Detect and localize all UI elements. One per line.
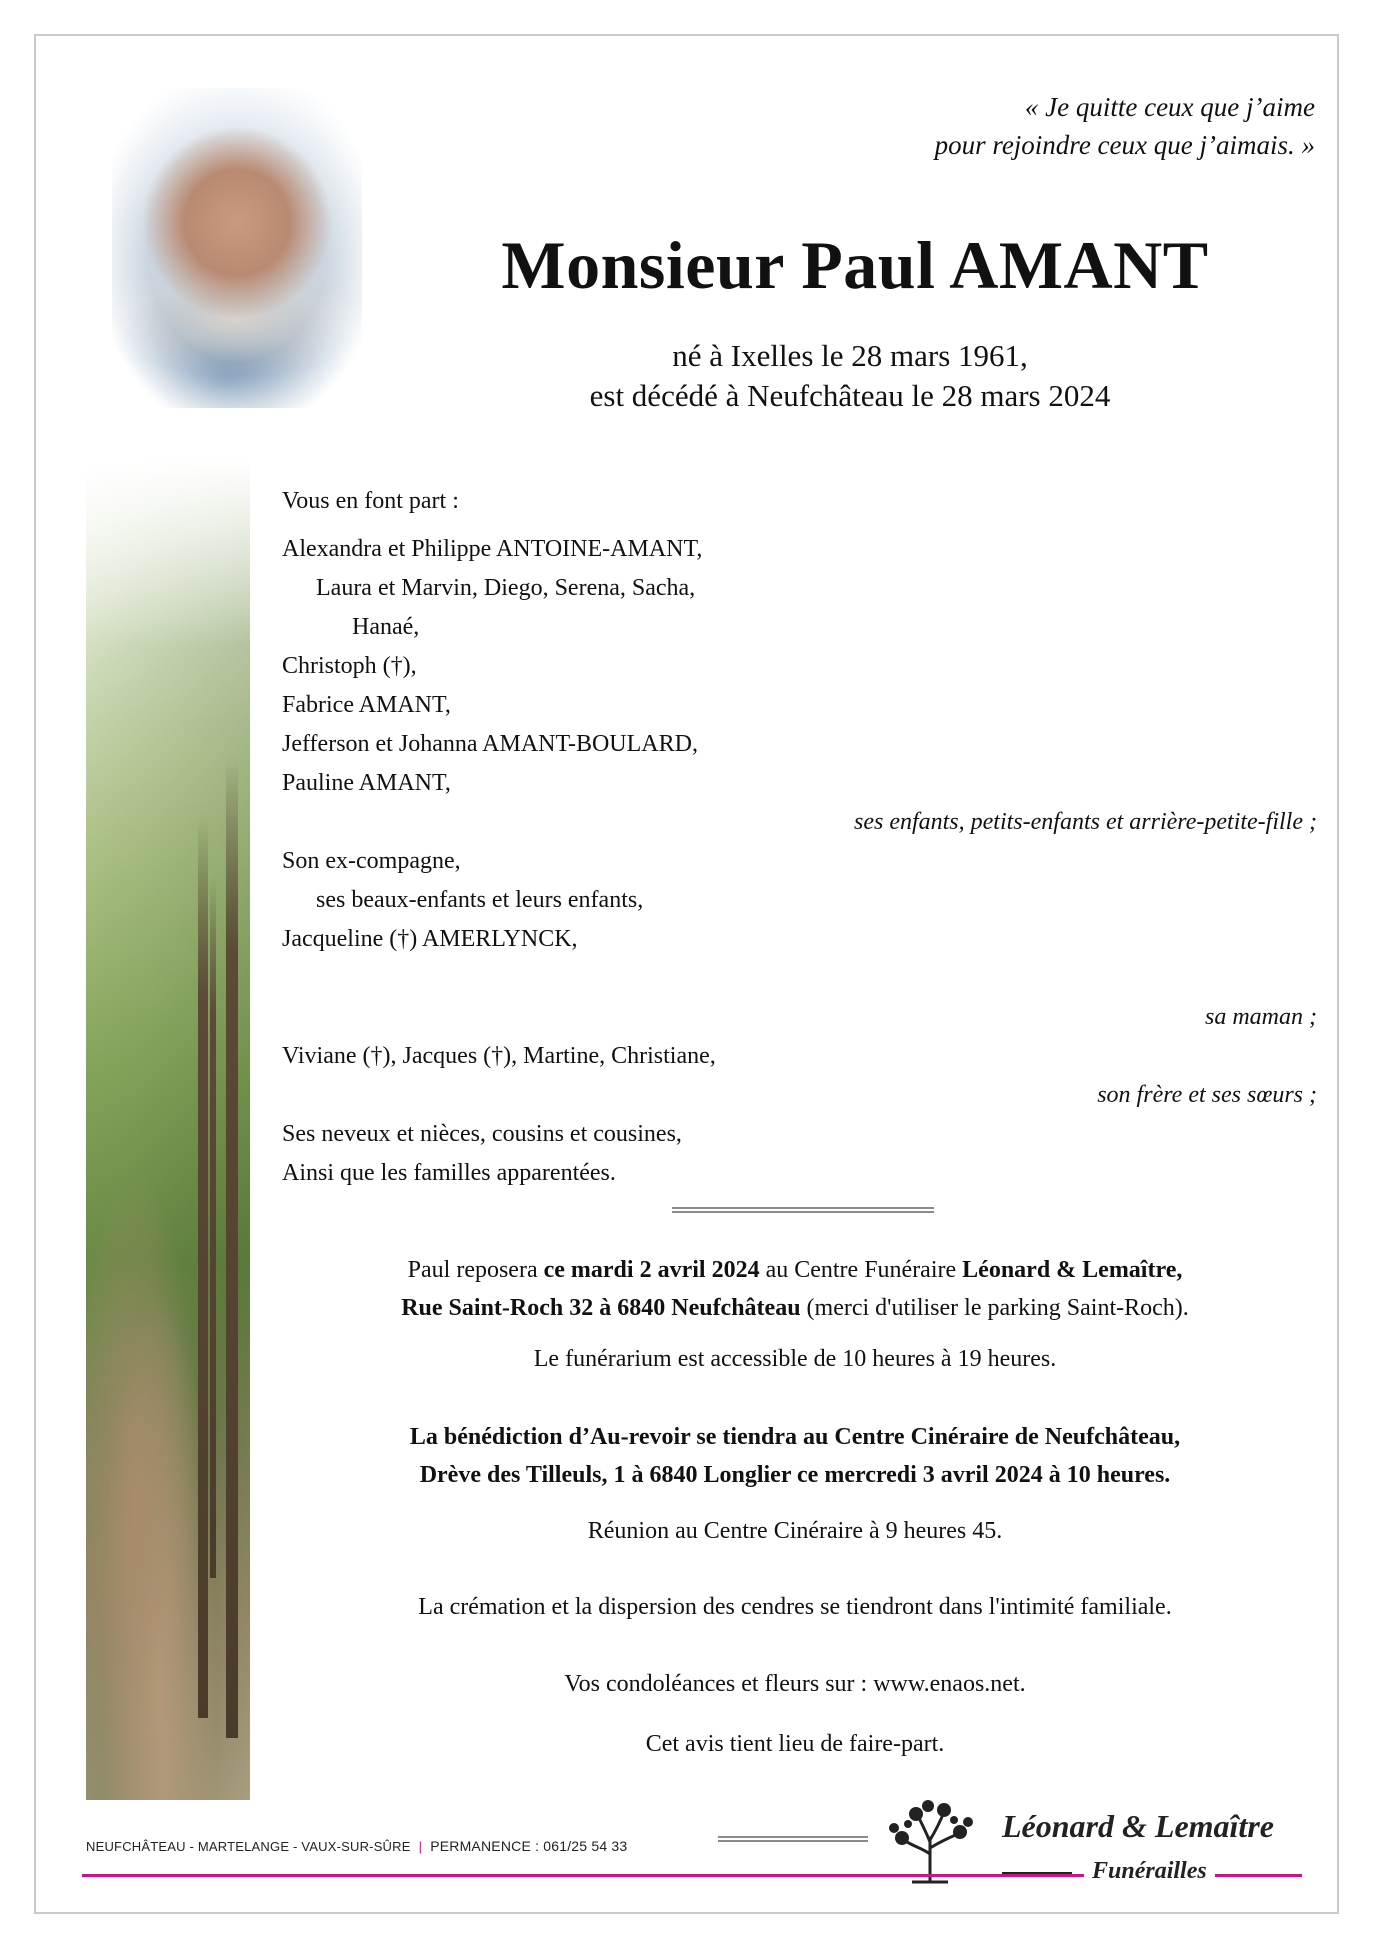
meeting-info: [250, 1512, 1340, 1550]
rest-date: ce mardi 2 avril 2024: [543, 1257, 760, 1283]
family-line: ses beaux-enfants et leurs enfants,: [316, 887, 644, 913]
condolences-line: Vos condoléances et fleurs sur : www.enaos.net.: [564, 1671, 1026, 1697]
family-line: Fabrice AMANT,: [282, 692, 451, 718]
condolences-info: [250, 1665, 1340, 1703]
tree-trunk-shape: [226, 758, 238, 1738]
family-line: Christoph (†),: [282, 653, 417, 679]
rest-line: [250, 1251, 1340, 1289]
logo-underline: [1002, 1872, 1072, 1874]
family-relation: son frère et ses sœurs ;: [1097, 1082, 1317, 1108]
text-segment: au Centre Funéraire: [759, 1257, 963, 1283]
portrait-photo: [112, 88, 362, 408]
footer-double-rule: [718, 1836, 868, 1842]
section-divider: [672, 1207, 934, 1213]
blessing-line: Drève des Tilleuls, 1 à 6840 Longlier ce mercredi 3 avril 2024 à 10 heures.: [419, 1462, 1171, 1488]
notice-info: [250, 1725, 1340, 1763]
family-line: Ses neveux et nièces, cousins et cousines,: [282, 1121, 682, 1147]
footer-locations: NEUFCHÂTEAU - MARTELANGE - VAUX-SUR-SÛRE: [86, 1839, 411, 1854]
family-line: Laura et Marvin, Diego, Serena, Sacha,: [316, 575, 696, 601]
notice-line: Cet avis tient lieu de faire-part.: [645, 1731, 945, 1757]
family-line: Jefferson et Johanna AMANT-BOULARD,: [282, 731, 698, 757]
footer-contact: [86, 1838, 627, 1854]
family-line: Hanaé,: [352, 614, 420, 640]
logo-subtitle: Funérailles: [1084, 1858, 1215, 1885]
meeting-line: Réunion au Centre Cinéraire à 9 heures 45.: [587, 1518, 1003, 1544]
death-line: est décédé à Neufchâteau le 28 mars 2024: [589, 378, 1111, 413]
blessing-line: La bénédiction d’Au-revoir se tiendra au Centre Cinéraire de Neufchâteau,: [409, 1424, 1181, 1450]
tree-trunk-shape: [198, 818, 208, 1718]
rest-info: [250, 1251, 1340, 1327]
text-segment: (merci d'utiliser le parking Saint-Roch).: [800, 1295, 1189, 1321]
text-segment: Paul reposera: [407, 1257, 544, 1283]
birth-line: né à Ixelles le 28 mars 1961,: [672, 338, 1028, 373]
tree-trunk-shape: [210, 878, 216, 1578]
funeral-home-name: Léonard & Lemaître,: [962, 1257, 1183, 1283]
tree-logo-icon: [882, 1798, 978, 1884]
footer-permanence: PERMANENCE : 061/25 54 33: [430, 1838, 628, 1854]
address-line: [250, 1289, 1340, 1327]
family-list: [282, 482, 1317, 1193]
cremation-line: La crémation et la dispersion des cendres se tiendront dans l'intimité familiale.: [418, 1594, 1172, 1620]
deceased-name: Monsieur Paul AMANT: [501, 227, 1209, 303]
family-relation: sa maman ;: [1205, 1004, 1317, 1030]
family-line: Ainsi que les familles apparentées.: [282, 1160, 616, 1186]
blessing-info: [250, 1418, 1340, 1494]
footer-separator: |: [418, 1839, 423, 1854]
funeral-home-address: Rue Saint-Roch 32 à 6840 Neufchâteau: [401, 1295, 801, 1321]
logo-wordmark: Léonard & Lemaître: [1002, 1808, 1274, 1844]
family-line: Jacqueline (†) AMERLYNCK,: [282, 926, 578, 952]
hours-line: Le funérarium est accessible de 10 heures à 19 heures.: [533, 1346, 1057, 1372]
family-line: Pauline AMANT,: [282, 770, 451, 796]
family-line: Son ex-compagne,: [282, 848, 461, 874]
family-spacer: [282, 959, 1317, 998]
cremation-info: [250, 1588, 1340, 1626]
family-line: Alexandra et Philippe ANTOINE-AMANT,: [282, 536, 703, 562]
quote-line: pour rejoindre ceux que j’aimais. »: [934, 130, 1315, 160]
hours-info: [250, 1340, 1340, 1378]
epigraph-quote: [935, 88, 1315, 164]
family-intro: Vous en font part :: [282, 488, 459, 514]
family-relation: ses enfants, petits-enfants et arrière-petite-fille ;: [853, 809, 1317, 835]
forest-path-photo: [86, 458, 250, 1800]
life-dates: [360, 336, 1340, 416]
quote-line: « Je quitte ceux que j’aime: [1024, 92, 1315, 122]
family-line: Viviane (†), Jacques (†), Martine, Christiane,: [282, 1043, 716, 1069]
